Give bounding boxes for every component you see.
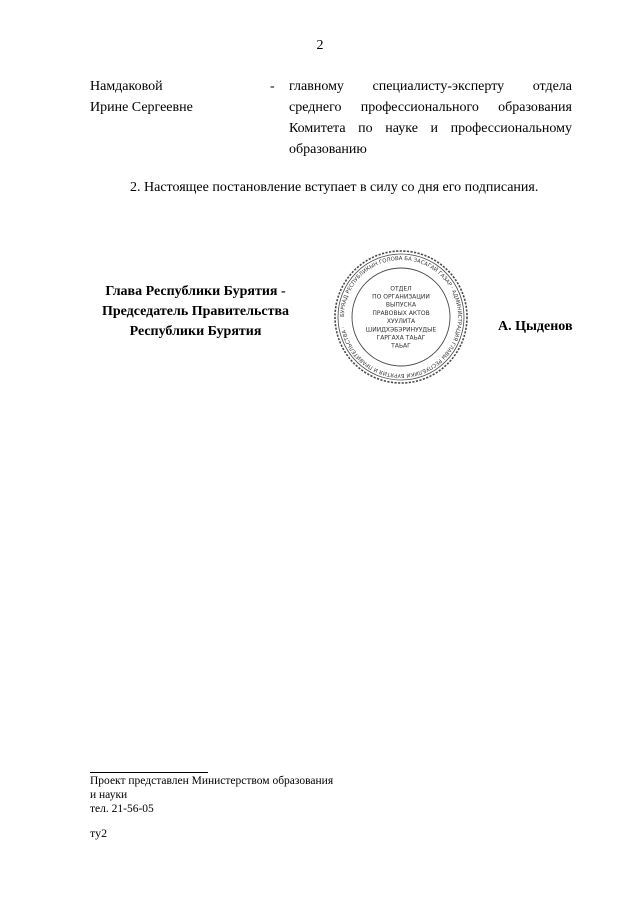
signer-title [88, 282, 303, 342]
seal-outer-text: БУРЯАД РЕСПУБЛИКЫН ГОЛОВА БА ЗАСАГАЙ ГАЗАР · АДМИНИСТРАЦИЯ ГЛАВЫ РЕСПУБЛИКИ БУРЯТИЯ И ПРАВИТЕЛЬСТВА · [339, 255, 463, 379]
recipient-surname: Намдаковой [90, 79, 163, 94]
page-number: 2 [316, 38, 324, 53]
signer-title-line2: Председатель Правительства [101, 304, 290, 319]
list-dash: - [270, 79, 275, 94]
recipient-first-name: Ирине Сергеевне [90, 100, 193, 115]
footnote-phone: тел. 21-56-05 [90, 803, 154, 815]
recipient-name [90, 76, 250, 118]
official-seal [332, 248, 470, 386]
footnote-divider [90, 772, 208, 773]
clause-2: 2. Настоящее постановление вступает в силу со дня его подписания. [130, 180, 539, 195]
seal-center-line: ШИИДХЭБЭРИНУУДЫЕ [365, 326, 437, 334]
footnote-line2: и науки [90, 789, 128, 801]
seal-center-line: ПО ОРГАНИЗАЦИИ [372, 293, 430, 301]
typist-mark: ту2 [90, 826, 108, 840]
signer-title-line3: Республики Бурятия [129, 324, 262, 339]
seal-center-line: ГАРГАХА ТАЬАГ [376, 334, 426, 342]
signatory-name: А. Цыденов [498, 319, 573, 334]
seal-center-line: ПРАВОВЫХ АКТОВ [372, 309, 430, 317]
seal-center-line: ОТДЕЛ [390, 285, 412, 293]
signer-title-line1: Глава Республики Бурятия - [105, 284, 286, 299]
seal-center-line: ВЫПУСКА [385, 301, 417, 309]
seal-center-line: ТАЬАГ [391, 342, 411, 350]
footnote [90, 774, 333, 816]
footnote-line1: Проект представлен Министерством образования [90, 775, 334, 787]
seal-center-line: ХУУЛИТА [386, 318, 416, 326]
recipient-position: главному специалисту-эксперту отдела среднего профессионального образования Комитета по науке и профессиональному образованию [289, 79, 572, 157]
